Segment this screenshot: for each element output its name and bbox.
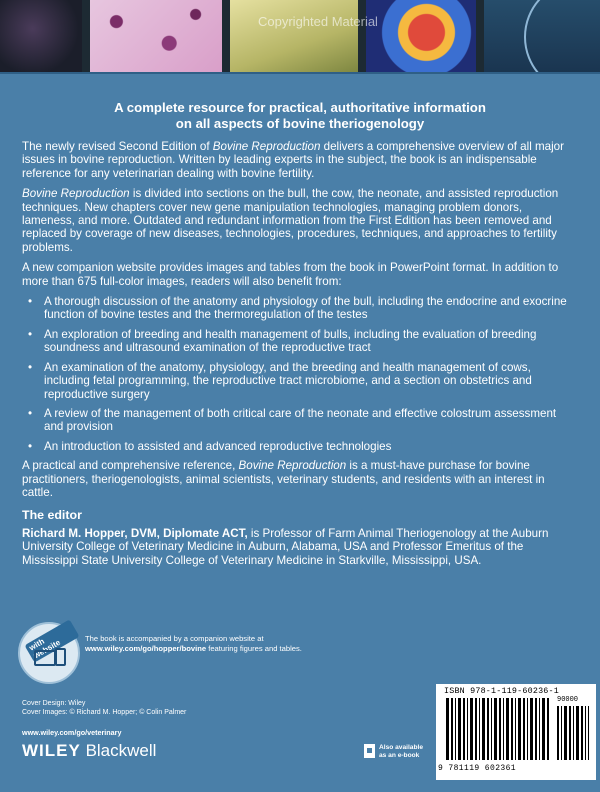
barcode-addon: 90000 bbox=[557, 696, 579, 704]
cover-design-credit: Cover Design: Wiley bbox=[22, 700, 86, 707]
blackwell-wordmark: Blackwell bbox=[80, 741, 157, 760]
book-title: Bovine Reproduction bbox=[238, 459, 347, 473]
list-item: • A review of the management of both critical care of the neonate and effective colostrum assessment and provision bbox=[22, 407, 578, 434]
website-url[interactable]: www.wiley.com/go/hopper/bovine bbox=[85, 644, 207, 653]
editor-bio-text: is Professor of Farm Animal Theriogenology at the Auburn University College of Veterinary Medicine in Auburn, Alabama, USA and Professor Emeritus of the Mississippi State University College of Veterinary Medicine in Starkville, Mississippi, USA. bbox=[22, 526, 549, 567]
cover-photo-1 bbox=[0, 0, 82, 72]
summary-paragraph bbox=[22, 459, 578, 499]
website-note-text-cont: featuring figures and tables. bbox=[206, 644, 302, 653]
badge-label: with website bbox=[24, 619, 79, 662]
barcode-addon-bars bbox=[557, 706, 589, 760]
headline-line1: A complete resource for practical, authoritative information bbox=[114, 100, 486, 115]
cover-images-credit: Cover Images: © Richard M. Hopper; © Colin Palmer bbox=[22, 709, 187, 717]
website-note-text: The book is accompanied by a companion website at bbox=[85, 634, 264, 643]
publisher-logo bbox=[22, 741, 156, 761]
list-item: • An exploration of breeding and health management of bulls, including the evaluation of breeding soundness and ultrasound examination of the reproductive tract bbox=[22, 328, 578, 355]
with-website-badge bbox=[18, 622, 80, 684]
phone-icon bbox=[55, 648, 66, 666]
intro-text-cont: delivers a comprehensive overview of all major issues in bovine reproduction. Written by leading experts in the subject, the book is an indispensable reference for any veterinarian dealing with bovine fertility. bbox=[22, 140, 564, 180]
list-item: • An introduction to assisted and advanced reproductive technologies bbox=[22, 440, 578, 453]
isbn-text: ISBN 978-1-119-60236-1 bbox=[444, 686, 559, 696]
ebook-text bbox=[379, 744, 439, 760]
book-title: Bovine Reproduction bbox=[212, 140, 321, 153]
editor-heading: The editor bbox=[22, 508, 82, 523]
intro-paragraph bbox=[22, 140, 578, 180]
sections-text: is divided into sections on the bull, the cow, the neonate, and assisted reproduction techniques. New chapters cover new gene manipulation technologies, managing problem donors, lameness, and more. Outdated and redundant information from the First Edition has been removed and replaced by coverage of new diseases, technologies, procedures, techniques, and approaches to fertility problems. bbox=[22, 187, 559, 254]
back-cover-text bbox=[22, 100, 578, 574]
barcode-digits: 9 781119 602361 bbox=[438, 764, 517, 773]
headline bbox=[22, 100, 578, 132]
cover-photo-tissue bbox=[230, 0, 358, 72]
website-paragraph: A new companion website provides images and tables from the book in PowerPoint format. In addition to more than 675 full-color images, readers will also benefit from: bbox=[22, 261, 559, 288]
editor-bio bbox=[22, 527, 578, 567]
veterinary-url[interactable]: www.wiley.com/go/veterinary bbox=[22, 728, 122, 737]
monitor-icon bbox=[34, 650, 56, 666]
wiley-wordmark: WILEY bbox=[22, 741, 81, 760]
ebook-line2: as an e-book bbox=[379, 752, 420, 759]
book-title: Bovine Reproduction bbox=[22, 187, 130, 201]
sections-paragraph bbox=[22, 187, 578, 254]
cover-photo-histology bbox=[90, 0, 222, 72]
divider bbox=[0, 72, 600, 74]
ebook-line1: Also available bbox=[379, 744, 423, 751]
ebook-icon bbox=[364, 744, 375, 758]
watermark: Copyrighted Material bbox=[258, 14, 378, 29]
list-item: • A thorough discussion of the anatomy and physiology of the bull, including the endocrine and exocrine function of bovine testes and the thermoregulation of the testes bbox=[22, 295, 578, 322]
benefits-list bbox=[22, 295, 578, 453]
summary-text-cont: is a must-have purchase for bovine practitioners, theriogenologists, animal scientists, veterinary students, and residents with an interest in cattle. bbox=[22, 459, 545, 499]
editor-name: Richard M. Hopper, DVM, Diplomate ACT, bbox=[22, 526, 248, 540]
cover-photo-ultrasound bbox=[484, 0, 600, 72]
website-note bbox=[85, 634, 445, 654]
cover-photo-strip bbox=[0, 0, 600, 72]
intro-text: The newly revised Second Edition of bbox=[22, 140, 213, 153]
barcode-bars bbox=[446, 698, 550, 760]
isbn-barcode bbox=[436, 684, 596, 780]
list-item: • An examination of the anatomy, physiology, and the breeding and health management of cows, including fetal programming, the reproductive tract microbiome, and a section on obstetrics and reproductive surgery bbox=[22, 361, 578, 401]
summary-text: A practical and comprehensive reference, bbox=[22, 459, 239, 473]
cover-credits bbox=[22, 699, 186, 718]
headline-line2: on all aspects of bovine theriogenology bbox=[175, 116, 425, 131]
cover-photo-thermogram bbox=[366, 0, 476, 72]
